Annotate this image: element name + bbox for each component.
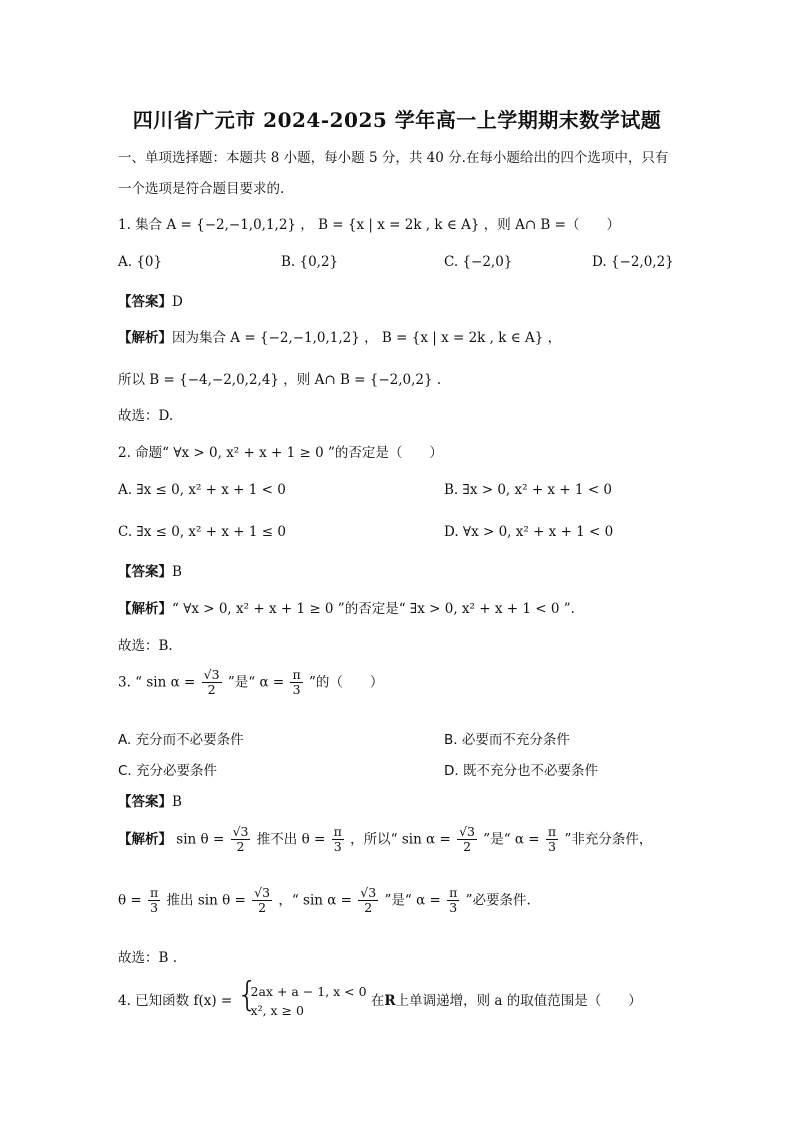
answer-label: 【答案】 <box>118 294 172 310</box>
analysis-label: 【解析】 <box>118 831 172 848</box>
analysis-text: 因为集合 A = {−2,−1,0,1,2} ， B = {x | x = 2k , k ∈ A} ， <box>172 330 562 346</box>
answer-value: B <box>172 564 182 580</box>
answer-value: B <box>172 794 182 810</box>
analysis-text: “ ∀x > 0, x² + x + 1 ≥ 0 ”的否定是“ ∃x > 0, x² + x + 1 < 0 ”. <box>172 601 575 617</box>
q1-conclusion: 故选：D. <box>118 408 174 424</box>
q3-option-a: A. 充分而不必要条件 <box>118 732 244 748</box>
fraction: $\frac{\pi}{3}$ <box>292 667 301 698</box>
fraction: $\frac{√3}{2}$ <box>459 824 475 855</box>
q3-conclusion: 故选：B . <box>118 950 178 966</box>
q1-analysis-line2: 所以 B = {−4,−2,0,2,4} ，则 A∩ B = {−2,0,2} . <box>118 372 442 388</box>
q3-stem-pre: 3. “ sin α = <box>118 674 196 691</box>
q1-answer <box>118 290 183 310</box>
q2-stem: 2. 命题“ ∀x > 0, x² + x + 1 ≥ 0 ”的否定是（ ） <box>118 445 443 461</box>
answer-label: 【答案】 <box>118 794 172 810</box>
fraction: $\frac{\pi}{3}$ <box>333 824 342 855</box>
q3-stem <box>118 668 383 698</box>
section-header-line2: 一个选项是符合题目要求的. <box>118 181 285 197</box>
fraction: $\frac{\pi}{3}$ <box>150 885 159 916</box>
analysis-label: 【解析】 <box>118 330 172 346</box>
q2-answer <box>118 560 182 580</box>
q1-option-a: A. {0} <box>118 254 163 270</box>
q1-option-b: B. {0,2} <box>281 254 339 270</box>
q4-stem: 4. 已知函数 f(x) = { 2ax + a − 1, x < 0 x², x ≥ 0 在R上单调递增，则 a 的取值范围是（ ） <box>118 982 642 1021</box>
q3-stem-mid: ”是“ α = <box>227 674 285 691</box>
piecewise-function: { 2ax + a − 1, x < 0 x², x ≥ 0 <box>236 975 367 1019</box>
fraction: $\frac{√3}{2}$ <box>360 885 377 916</box>
fraction: $\frac{√3}{2}$ <box>203 667 220 698</box>
q2-option-a: A. ∃x ≤ 0, x² + x + 1 < 0 <box>118 482 286 498</box>
answer-value: D <box>172 294 183 310</box>
q3-option-d: D. 既不充分也不必要条件 <box>444 763 598 779</box>
fraction: $\frac{√3}{2}$ <box>254 885 271 916</box>
answer-label: 【答案】 <box>118 564 172 580</box>
q3-analysis-line2: θ = $\frac{\pi}{3}$ 推出 sin θ = $\frac{√3}{2}$ ，“ sin α = $\frac{√3}{2}$ ”是“ α = $\frac{\pi}{3}$ ”必要条件. <box>118 885 531 916</box>
analysis-label: 【解析】 <box>118 601 172 617</box>
q2-option-d: D. ∀x > 0, x² + x + 1 < 0 <box>444 524 614 540</box>
q3-stem-post: ”的（ ） <box>308 674 384 691</box>
q2-option-c: C. ∃x ≤ 0, x² + x + 1 ≤ 0 <box>118 524 286 540</box>
q3-analysis-line1: 【解析】 sin θ = $\frac{√3}{2}$ 推不出 θ = $\frac{\pi}{3}$ ，所以“ sin α = $\frac{√3}{2}$ ”是“ α = $\frac{\pi}{3}$ ”非充分条件， <box>118 824 653 855</box>
q1-option-c: C. {−2,0} <box>444 254 513 270</box>
section-header-line1: 一、单项选择题：本题共 8 小题，每小题 5 分，共 40 分.在每小题给出的四个选项中，只有 <box>118 150 669 166</box>
fraction: $\frac{\pi}{3}$ <box>547 824 557 855</box>
q1-stem: 1. 集合 A = {−2,−1,0,1,2} ， B = {x | x = 2k , k ∈ A} ，则 A∩ B =（ ） <box>118 217 620 233</box>
q3-option-c: C. 充分必要条件 <box>118 763 218 779</box>
brace-icon: { <box>236 975 259 1015</box>
q1-analysis-line1 <box>118 326 561 346</box>
fraction: $\frac{\pi}{3}$ <box>449 885 458 916</box>
page-title: 四川省广元市 2024-2025 学年高一上学期期末数学试题 <box>132 108 662 132</box>
q2-analysis <box>118 597 575 617</box>
q3-option-b: B. 必要而不充分条件 <box>444 732 570 748</box>
q3-answer <box>118 790 182 810</box>
q2-option-b: B. ∃x > 0, x² + x + 1 < 0 <box>444 482 613 498</box>
fraction: $\frac{√3}{2}$ <box>232 824 249 855</box>
q1-option-d: D. {−2,0,2} <box>592 254 674 270</box>
q2-conclusion: 故选：B. <box>118 638 173 654</box>
